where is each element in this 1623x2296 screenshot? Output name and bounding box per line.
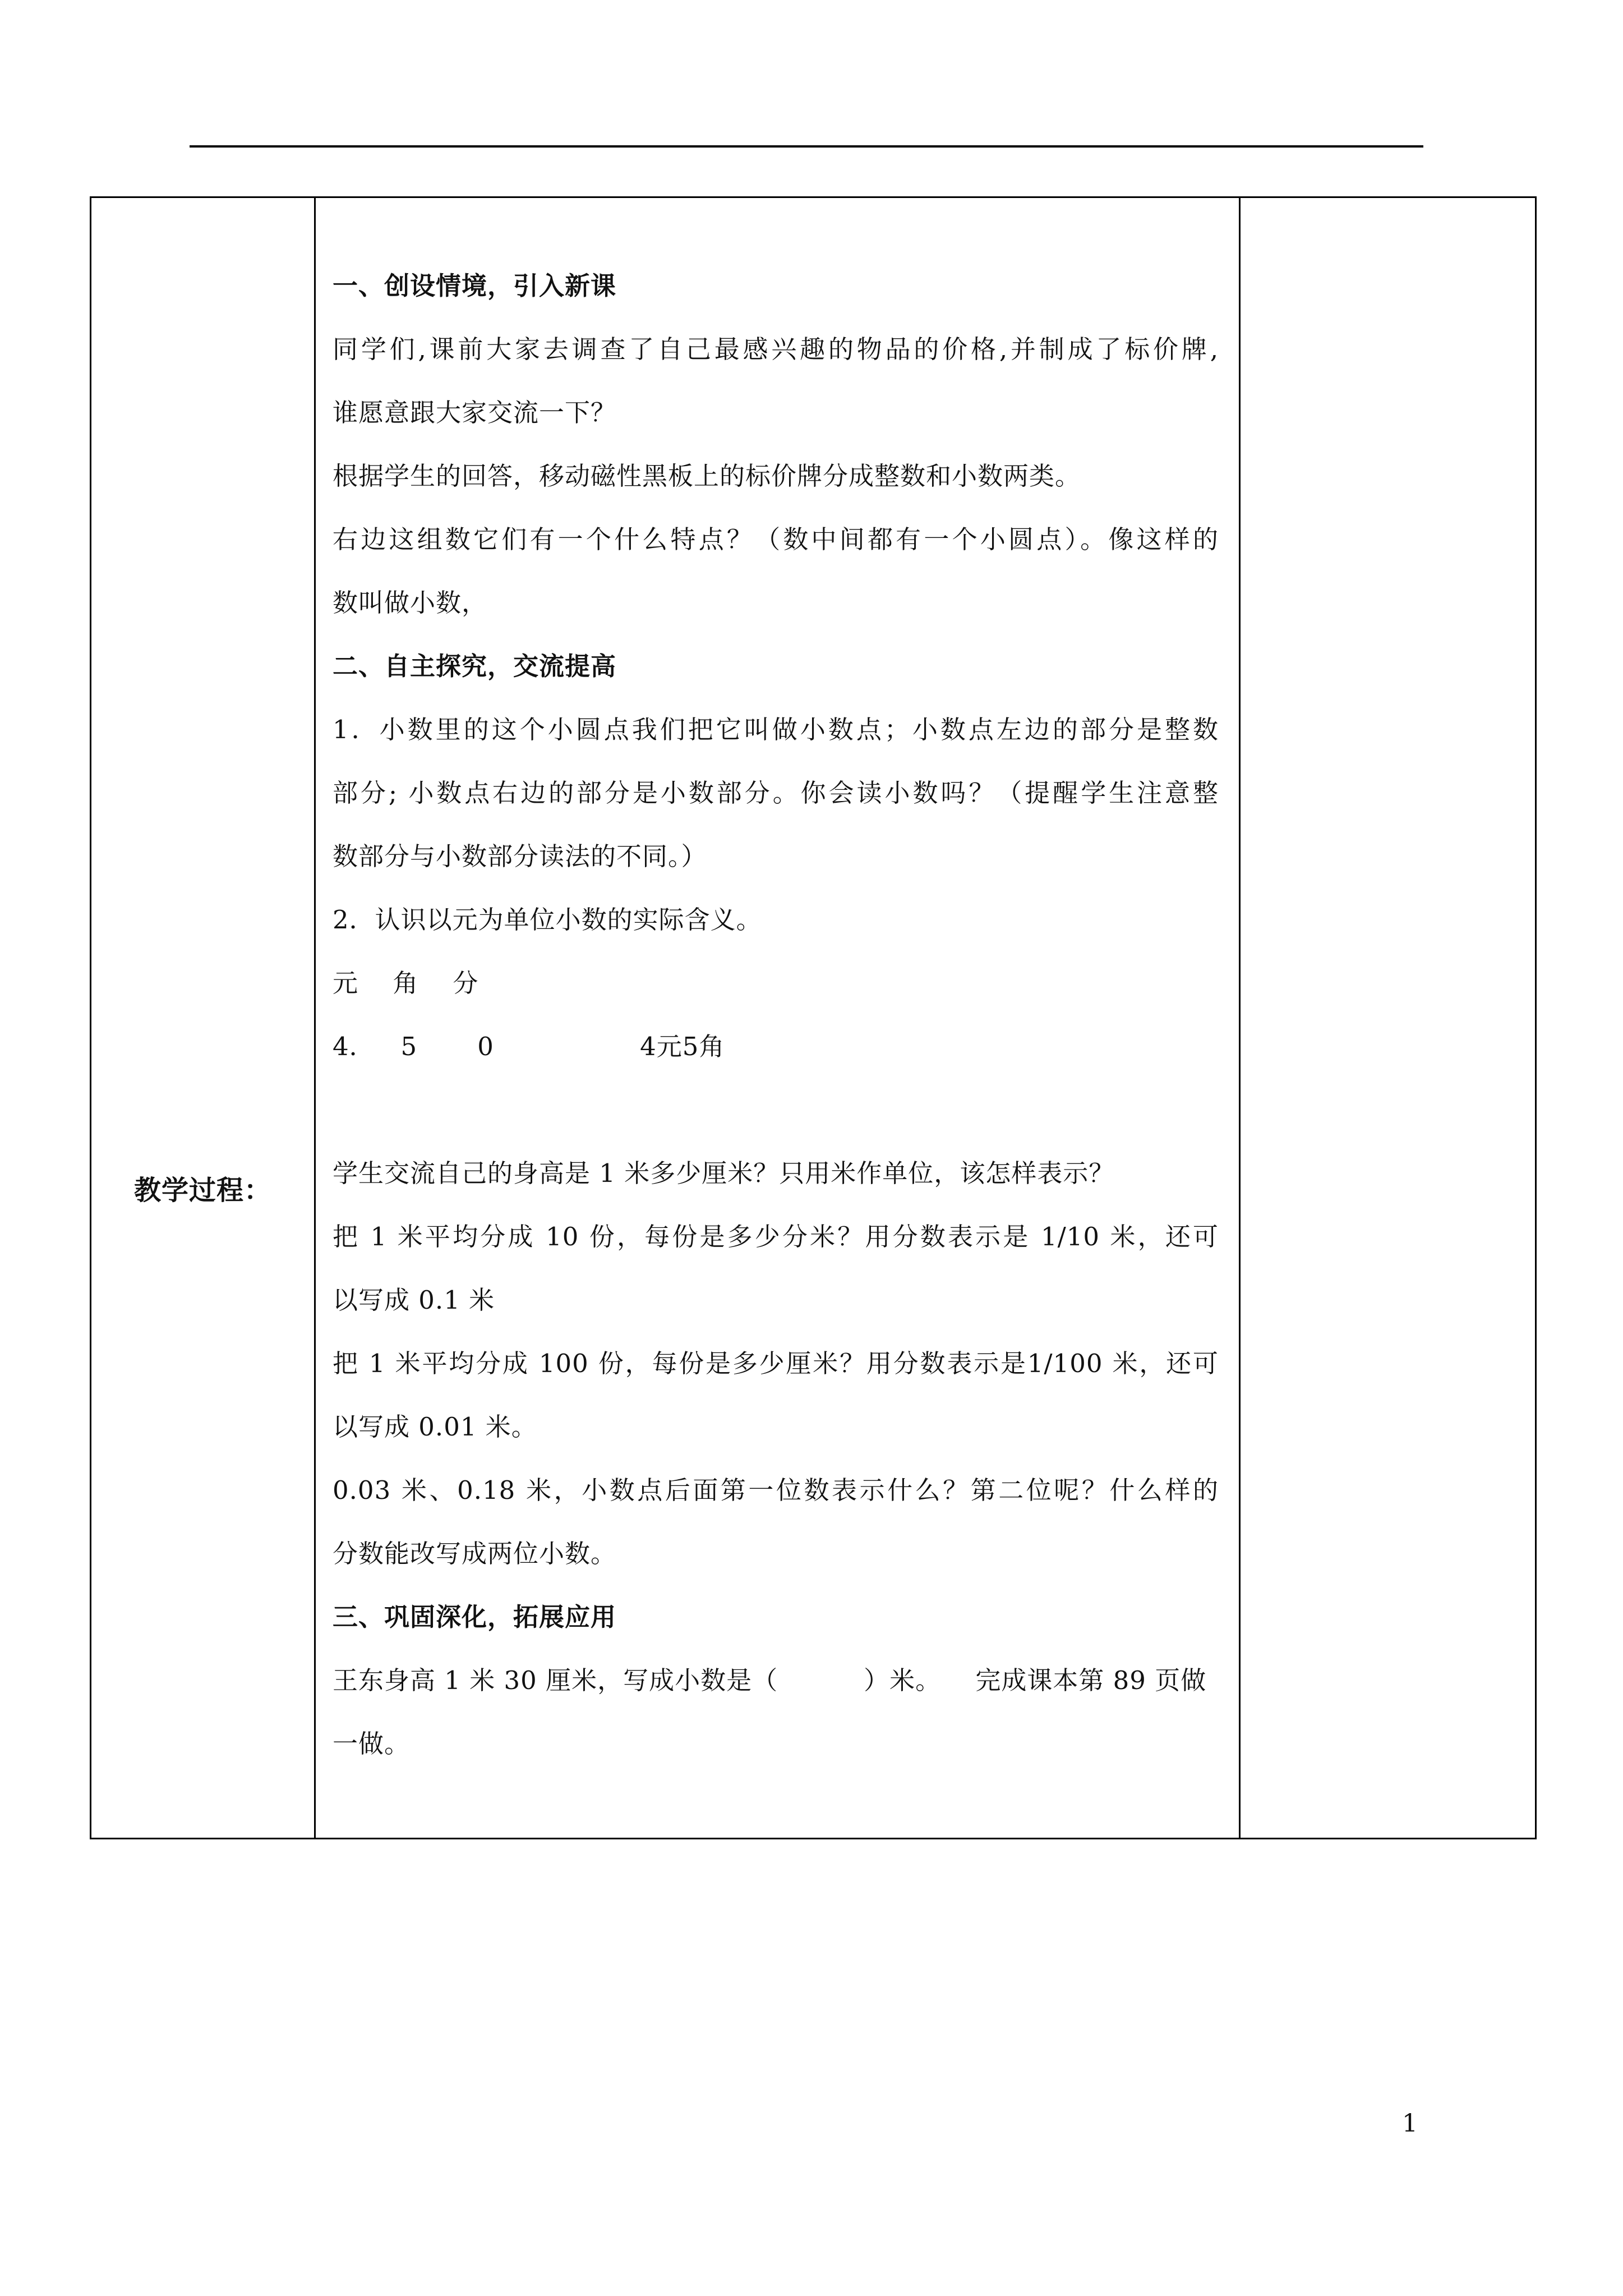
content-line: 数叫做小数， <box>333 588 488 618</box>
blank-line <box>333 1078 1219 1142</box>
content-line: 根据学生的回答，移动磁性黑板上的标价牌分成整数和小数两类。 <box>333 461 1081 491</box>
content-line: 同学们,课前大家去调查了自己最感兴趣的物品的价格,并制成了标价牌, <box>333 334 1219 364</box>
content-line: 以写成 0.01 米。 <box>333 1412 537 1442</box>
section-heading: 一、创设情境，引入新课 <box>333 271 617 301</box>
section-heading: 二、自主探究，交流提高 <box>333 651 617 681</box>
content-line: 元 角 分 <box>333 968 479 998</box>
content-line: 把 1 米平均分成 100 份，每份是多少厘米？用分数表示是1/100 米，还可 <box>333 1349 1219 1378</box>
content-line: 0.03 米、0.18 米，小数点后面第一位数表示什么？第二位呢？什么样的 <box>333 1475 1219 1505</box>
content-line: 1．小数里的这个小圆点我们把它叫做小数点；小数点左边的部分是整数 <box>333 715 1219 744</box>
content-line: 2．认识以元为单位小数的实际含义。 <box>333 905 762 935</box>
header-rule <box>190 145 1423 148</box>
content-line: 数部分与小数部分读法的不同。） <box>333 841 707 871</box>
content-line: 分数能改写成两位小数。 <box>333 1539 617 1568</box>
section-heading: 三、巩固深化，拓展应用 <box>333 1602 617 1632</box>
content-line: 部分; 小数点右边的部分是小数部分。你会读小数吗？（提醒学生注意整 <box>333 778 1219 808</box>
content-line: 一做。 <box>333 1729 411 1759</box>
content-line: 王东身高 1 米 30 厘米，写成小数是（ ）米。 完成课本第 89 页做 <box>333 1665 1207 1695</box>
teaching-process-content <box>333 254 1219 1775</box>
content-line: 以写成 0.1 米 <box>333 1285 495 1315</box>
lesson-table <box>90 196 1537 1839</box>
content-line: 4． 5 0 4元5角 <box>333 1032 725 1061</box>
page-number: 1 <box>1402 2109 1418 2138</box>
content-line: 把 1 米平均分成 10 份，每份是多少分米？用分数表示是 1/10 米，还可 <box>333 1222 1219 1251</box>
content-line: 学生交流自己的身高是 1 米多少厘米？只用米作单位，该怎样表示？ <box>333 1158 1115 1188</box>
content-line: 右边这组数它们有一个什么特点？（数中间都有一个小圆点）。像这样的 <box>333 524 1219 554</box>
column-divider-right <box>1239 198 1241 1838</box>
row-label-teaching-process: 教学过程： <box>133 1175 271 1206</box>
content-line: 谁愿意跟大家交流一下？ <box>333 398 617 427</box>
column-divider-left <box>314 198 316 1838</box>
